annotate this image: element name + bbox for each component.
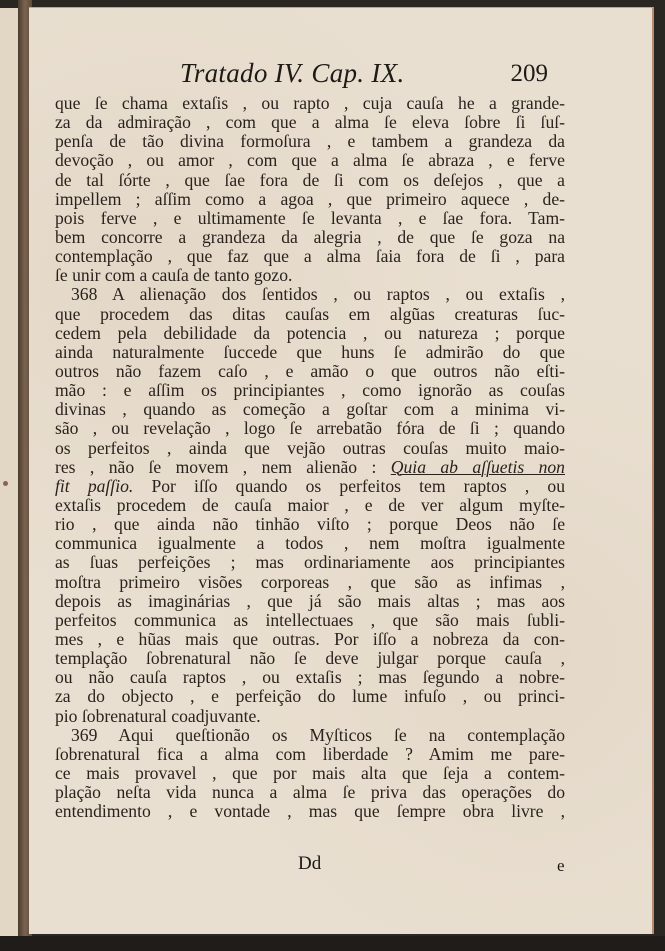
latin-quote: Quia ab aſſuetis non <box>390 456 565 477</box>
text-line: cedem pela debilidade da potencia , ou natureza ; porque <box>55 322 565 343</box>
catchword: e <box>557 856 565 875</box>
text-line: rio , que ainda não tinhão viſto ; porque Deos não ſe <box>55 514 565 535</box>
text-run: Por iſſo quando os perfeitos tem raptos , ou <box>151 475 565 496</box>
text-line: communica igualmente a todos , nem moſtra igualmente <box>55 533 565 554</box>
text-line: ſobrenatural fica a alma com liberdade ? Amim me pare- <box>55 743 565 764</box>
text-line: outros não fazem caſo , e amão o que outros não eſti- <box>55 360 565 381</box>
running-head <box>180 58 560 94</box>
text-line: templação ſobrenatural não ſe deve julgar porque cauſa , <box>55 648 565 669</box>
paragraph-369-start: 369 Aqui queſtionão os Myſticos ſe na contemplação <box>71 724 565 745</box>
running-title: Tratado IV. Cap. IX. <box>180 58 405 88</box>
text-line: ainda naturalmente ſuccede que huns ſe admirão do que <box>55 341 565 362</box>
text-line: as ſuas perfeições ; mas ordinariamente aos principiantes <box>55 552 565 573</box>
text-line: de tal ſórte , que ſae fora de ſi com os deſejos , que a <box>55 169 565 190</box>
text-line: que ſe chama extaſis , ou rapto , cuja cauſa he a grande- <box>55 93 565 113</box>
latin-quote-end: fit paſſio. <box>55 475 134 496</box>
page-number: 209 <box>510 60 548 87</box>
text-line-with-latin <box>55 477 565 496</box>
body-text <box>55 94 565 821</box>
text-line: impellem ; aſſim como a agoa , que primeiro aquece , de- <box>55 188 565 209</box>
text-line: são , ou revelação , logo ſe arrebatão fóra de ſi ; quando <box>55 418 565 439</box>
facing-page-edge <box>0 8 20 938</box>
text-line: bem concorre a grandeza da alegria , de que ſe goza na <box>55 226 565 247</box>
text-line: moſtra primeiro visões corporeas , que são as infimas , <box>55 571 565 592</box>
text-line: mes , e hũas mais que outras. Por iſſo a nobreza da con- <box>55 628 565 649</box>
text-line: pio ſobrenatural coadjuvante. <box>55 705 261 726</box>
text-line: penſa de tão divina formoſura , e tambem a grandeza da <box>55 131 565 152</box>
signature-mark: Dd <box>298 853 322 874</box>
text-run: res , não ſe movem , nem alienão : <box>55 456 377 477</box>
text-line: ou não cauſa raptos , ou extaſis ; mas ſegundo a nobre- <box>55 667 565 688</box>
book-bottom-edge <box>0 936 665 951</box>
text-line: contemplação , que faz que a alma ſaia fora de ſi , para <box>55 246 565 267</box>
text-line: entendimento , e vontade , mas que ſempre obra livre , <box>55 801 565 822</box>
text-line: mão : e aſſim os principiantes , como ignorão as couſas <box>55 380 565 401</box>
text-line: za da admiração , com que a alma ſe eleva ſobre ſi ſuſ- <box>55 112 565 133</box>
text-line: ce mais provavel , que por mais alta que ſeja a contem- <box>55 762 565 783</box>
text-line: pois ferve , e ultimamente ſe levanta , e ſae fora. Tam- <box>55 207 565 228</box>
text-line: ſe unir com a cauſa de tanto gozo. <box>55 265 293 286</box>
text-line: perfeitos communica as intellectuaes , que são mais ſubli- <box>55 609 565 630</box>
paragraph-368-start: 368 A alienação dos ſentidos , ou raptos , ou extaſis , <box>71 284 565 305</box>
text-line: os perfeitos , ainda que vejão outras couſas muito maio- <box>55 437 565 458</box>
text-line: za do objecto , e perfeição do lume infuſo , ou princi- <box>55 686 565 707</box>
text-line: que procedem das ditas cauſas em algũas creaturas ſuc- <box>55 303 565 324</box>
text-line: divinas , quando as começão a goſtar com a minima vi- <box>55 399 565 420</box>
text-line: depois as imaginárias , que já são mais altas ; mas aos <box>55 590 565 611</box>
text-line-with-latin <box>55 458 565 477</box>
text-line: plação neſta vida nunca a alma ſe priva das operações do <box>55 782 565 803</box>
text-line: extaſis procedem de cauſa maior , e de ver algum myſte- <box>55 494 565 515</box>
text-line: devoção , ou amor , com que a alma ſe abraza , e ferve <box>55 150 565 171</box>
